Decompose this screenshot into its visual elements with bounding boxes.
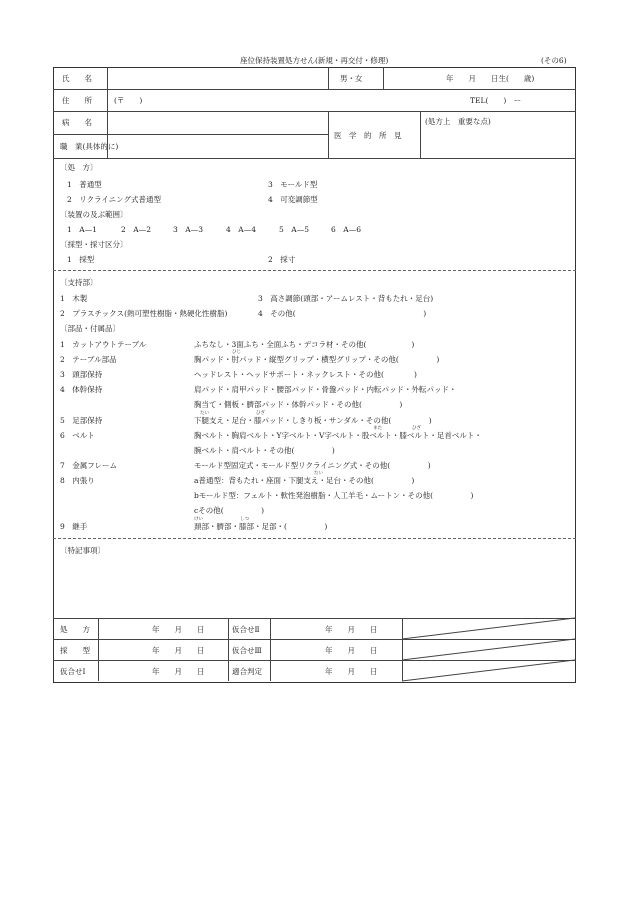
- sex-field[interactable]: 男・女: [340, 74, 363, 83]
- parts-options[interactable]: 腕ベルト・肩ベルト・その他( ): [194, 446, 335, 455]
- medical-findings-label: 医 学 的 所 見: [334, 131, 402, 140]
- support-item[interactable]: 3 高さ調節(頭部・アームレスト・背もたれ・足台): [258, 294, 434, 303]
- footer-date[interactable]: 年 月 日: [152, 646, 205, 655]
- parts-options[interactable]: モールド型固定式・モールド型リクライニング式・その他( ): [194, 461, 431, 470]
- postal-field[interactable]: (〒 ): [114, 96, 143, 105]
- footer-date[interactable]: 年 月 日: [152, 625, 205, 634]
- prescription-item[interactable]: 2 リクライニング式普通型: [67, 195, 161, 204]
- prescription-heading: 〔処 方〕: [60, 163, 98, 172]
- footer-date[interactable]: 年 月 日: [325, 667, 378, 676]
- prescription-item[interactable]: 4 可変調節型: [268, 195, 318, 204]
- range-item[interactable]: 5 A—5: [279, 225, 309, 234]
- parts-label: 3 頭部保持: [60, 370, 103, 379]
- parts-options[interactable]: 下腿支え・足台・膝パッド・しきり板・サンダル・その他( ): [194, 416, 432, 425]
- parts-options[interactable]: 胸パッド・肘パッド・縦型グリップ・横型グリップ・その他( ): [194, 355, 440, 364]
- footer-label: 仮合せⅡ: [232, 625, 260, 634]
- ruby-reading: また: [373, 426, 382, 431]
- parts-label: 9 継手: [60, 522, 88, 531]
- occupation-label: 職 業(具体的に): [60, 142, 119, 151]
- footer-label: 採 型: [60, 646, 90, 655]
- range-heading: 〔装置の及ぶ範囲〕: [60, 210, 128, 219]
- form-number: (その6): [541, 56, 567, 65]
- parts-options[interactable]: bモールド型：フェルト・軟性発泡樹脂・人工羊毛・ムートン・その他( ): [194, 491, 474, 500]
- support-item[interactable]: 2 プラスチックス(熱可塑性樹脂・熱硬化性樹脂): [60, 309, 228, 318]
- disease-label: 病 名: [62, 118, 92, 127]
- address-label: 住 所: [62, 96, 92, 105]
- parts-options[interactable]: 肩パッド・肩甲パッド・腰部パッド・骨盤パッド・内転パッド・外転パッド・: [194, 385, 457, 394]
- range-item[interactable]: 2 A—2: [121, 225, 151, 234]
- parts-options[interactable]: ヘッドレスト・ヘッドサポート・ネックレスト・その他( ): [194, 370, 417, 379]
- support-heading: 〔支持部〕: [60, 278, 98, 287]
- prescription-item[interactable]: 3 モールド型: [268, 180, 318, 189]
- footer-label: 仮合せⅢ: [232, 646, 262, 655]
- footer-date[interactable]: 年 月 日: [325, 646, 378, 655]
- parts-options[interactable]: 胸当て・側板・臍部パッド・体幹パッド・その他( ): [194, 400, 403, 409]
- important-notes-label: (処方上 重要な点): [425, 117, 491, 126]
- ruby-reading: ひざ: [256, 411, 265, 416]
- prescription-item[interactable]: 1 普通型: [67, 180, 102, 189]
- footer-label: 適合判定: [232, 667, 262, 676]
- footer-label: 処 方: [60, 625, 90, 634]
- ruby-reading: たい: [314, 471, 323, 476]
- parts-heading: 〔部品・付属品〕: [60, 324, 120, 333]
- special-notes-heading: 〔特記事項〕: [60, 546, 105, 555]
- birth-field[interactable]: 年 月 日生( 歳): [446, 74, 535, 83]
- range-item[interactable]: 3 A—3: [173, 225, 203, 234]
- parts-label: 8 内張り: [60, 476, 95, 485]
- parts-label: 4 体幹保持: [60, 385, 103, 394]
- fitting-heading: 〔採型・採寸区分〕: [60, 240, 128, 249]
- ruby-reading: ひじ: [232, 350, 241, 355]
- diagonal-line: [402, 660, 575, 681]
- tel-field[interactable]: TEL( ) ー: [470, 96, 522, 105]
- diagonal-line: [402, 639, 575, 660]
- parts-options[interactable]: 胸ベルト・胸肩ベルト・Y字ベルト・V字ベルト・股ベルト・膝ベルト・足首ベルト・: [194, 431, 482, 440]
- footer-date[interactable]: 年 月 日: [152, 667, 205, 676]
- parts-label: 7 金属フレーム: [60, 461, 117, 470]
- parts-options[interactable]: a普通型：背もたれ・座面・下腿支え・足台・その他( ): [194, 476, 415, 485]
- parts-label: 5 足部保持: [60, 416, 103, 425]
- ruby-reading: たい: [200, 411, 209, 416]
- fitting-item[interactable]: 1 採型: [67, 255, 95, 264]
- parts-options[interactable]: ふちなし・3面ふち・全面ふち・デコラ材・その他( ): [194, 340, 415, 349]
- parts-options[interactable]: cその他( ): [194, 506, 265, 515]
- parts-label: 6 ベルト: [60, 431, 95, 440]
- range-item[interactable]: 1 A—1: [67, 225, 97, 234]
- footer-date[interactable]: 年 月 日: [325, 625, 378, 634]
- parts-label: 2 テーブル部品: [60, 355, 117, 364]
- ruby-reading: けい: [194, 517, 203, 522]
- parts-label: 1 カットアウトテーブル: [60, 340, 147, 349]
- range-item[interactable]: 4 A—4: [226, 225, 256, 234]
- support-item[interactable]: 1 木製: [60, 294, 88, 303]
- ruby-reading: しつ: [240, 517, 249, 522]
- form-title: 座位保持装置処方せん(新規・再交付・修理): [240, 56, 389, 65]
- fitting-item[interactable]: 2 採寸: [268, 255, 296, 264]
- footer-label: 仮合せⅠ: [60, 667, 86, 676]
- name-label: 氏 名: [62, 74, 92, 83]
- diagonal-line: [402, 618, 575, 639]
- ruby-reading: ひざ: [412, 426, 421, 431]
- parts-options[interactable]: 頚部・臍部・膝部・足部・( ): [194, 522, 328, 531]
- support-item[interactable]: 4 その他( ): [258, 309, 427, 318]
- range-item[interactable]: 6 A—6: [331, 225, 361, 234]
